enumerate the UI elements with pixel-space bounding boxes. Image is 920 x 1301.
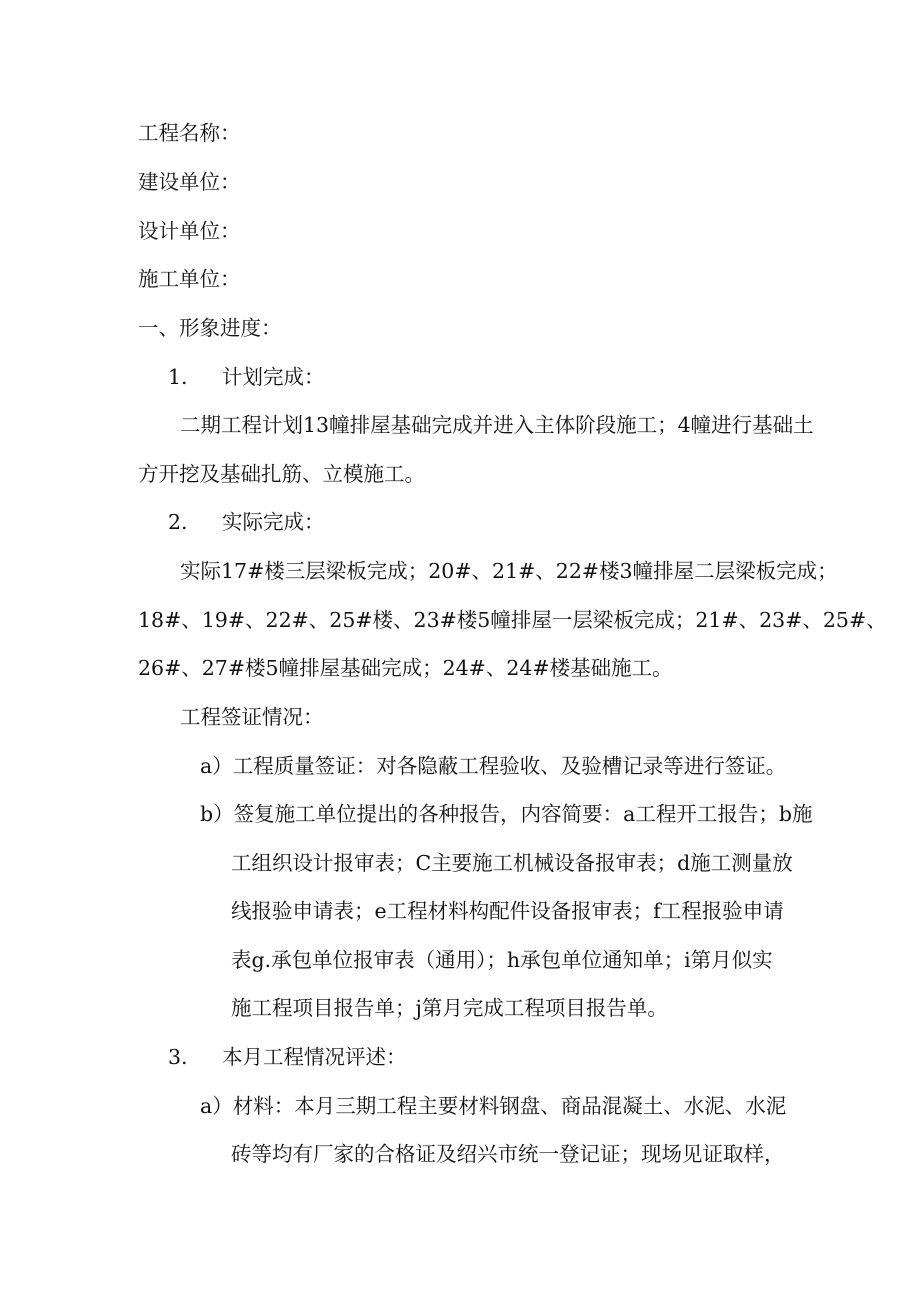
item-number-3: 3. (168, 1045, 188, 1069)
item-label-actual: 实际完成： (222, 510, 325, 534)
actual-line-1: 实际17#楼三层梁板完成；20#、21#、22#楼3幢排屋二层梁板完成； (180, 559, 838, 583)
project-name-label: 工程名称： (138, 121, 241, 145)
visa-item-b-line-5: 施工程项目报告单；j第月完成工程项目报告单。 (231, 996, 668, 1020)
actual-line-2: 18#、19#、22#、25#楼、23#楼5幢排屋一层梁板完成；21#、23#、25#、 (138, 608, 887, 632)
visa-title: 工程签证情况： (180, 705, 324, 729)
design-unit-label: 设计单位： (138, 219, 241, 243)
visa-item-b-line-3: 线报验申请表；e工程材料构配件设备报审表；f工程报验申请 (231, 899, 784, 923)
visa-item-b-line-1: b）签复施工单位提出的各种报告，内容简要：a工程开工报告；b施 (200, 802, 813, 826)
visa-item-a: a）工程质量签证：对各隐蔽工程验收、及验槽记录等进行签证。 (200, 754, 787, 778)
owner-unit-label: 建设单位： (138, 170, 241, 194)
review-item-a-line-1: a）材料：本月三期工程主要材料钢盘、商品混凝土、水泥、水泥 (200, 1094, 787, 1118)
item-number-2: 2. (168, 510, 188, 534)
section-title-progress: 一、形象进度： (138, 316, 282, 340)
actual-line-3: 26#、27#楼5幢排屋基础完成；24#、24#楼基础施工。 (138, 656, 673, 680)
planned-line-1: 二期工程计划13幢排屋基础完成并进入主体阶段施工；4幢进行基础土 (180, 413, 814, 437)
item-label-review: 本月工程情况评述： (222, 1045, 407, 1069)
item-number-1: 1. (168, 365, 188, 389)
visa-item-b-line-2: 工组织设计报审表；C主要施工机械设备报审表；d施工测量放 (231, 851, 793, 875)
item-label-planned: 计划完成： (222, 365, 325, 389)
construction-unit-label: 施工单位： (138, 267, 241, 291)
visa-item-b-line-4: 表g.承包单位报审表（通用）；h承包单位通知单；i第月似实 (231, 948, 773, 972)
planned-line-2: 方开挖及基础扎筋、立模施工。 (138, 462, 425, 486)
review-item-a-line-2: 砖等均有厂家的合格证及绍兴市统一登记证；现场见证取样， (231, 1142, 785, 1166)
